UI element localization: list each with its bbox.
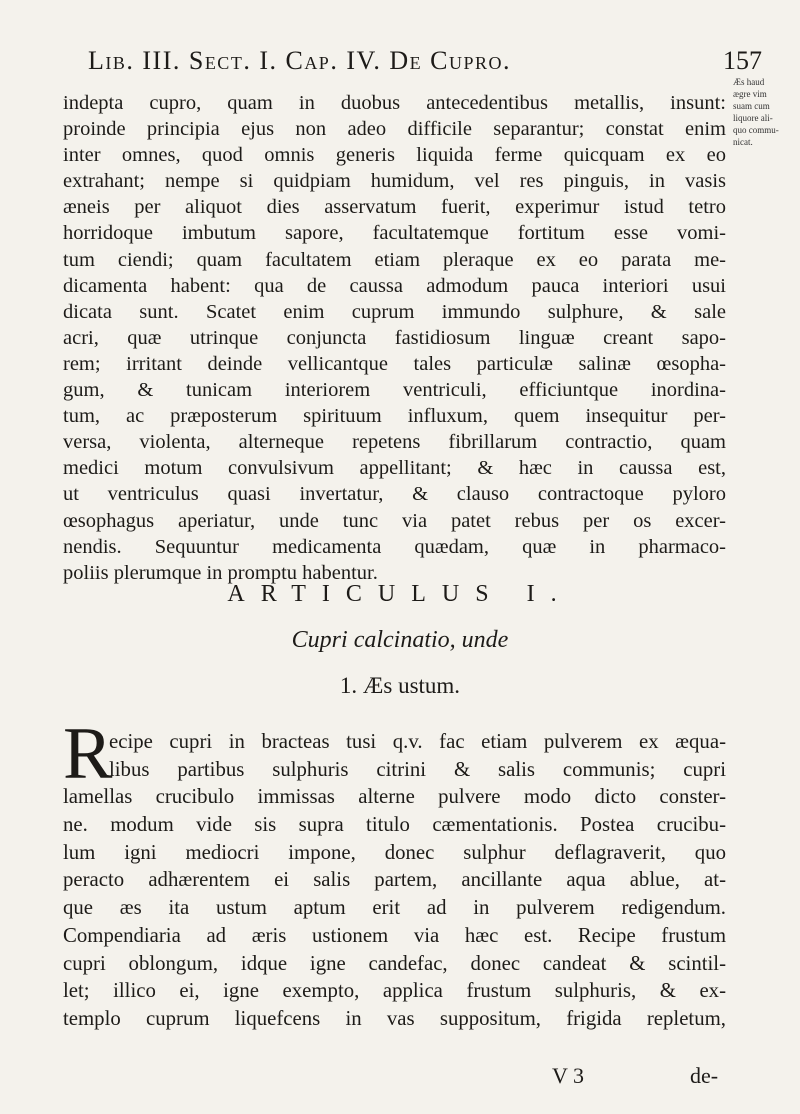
text-line: lamellas crucibulo immissas alterne pulvere modo dicto conster- xyxy=(63,785,726,809)
margin-note-line: suam cum xyxy=(733,101,770,111)
text-line: poliis plerumque in promptu habentur. xyxy=(63,561,378,584)
item-title: 1. Æs ustum. xyxy=(339,673,461,698)
text-line: ne. modum vide sis supra titulo cæmentationis. Postea crucibu- xyxy=(63,813,726,837)
text-line: tum ciendi; quam facultatem etiam pleraque ex eo parata me- xyxy=(63,248,726,271)
margin-note-line: Æs haud xyxy=(733,77,765,87)
margin-note-line: ægre vim xyxy=(733,89,767,99)
paragraph-1 xyxy=(63,90,726,586)
signature-mark: V 3 xyxy=(552,1063,584,1088)
text-line: versa, violenta, alterneque repetens fibrillarum contractio, quam xyxy=(63,431,726,454)
text-line: œsophagus aperiatur, unde tunc via patet rebus per os excer- xyxy=(63,509,726,532)
text-line: nendis. Sequuntur medicamenta quædam, quæ in pharmaco- xyxy=(63,535,726,558)
margin-note-line: nicat. xyxy=(733,137,753,147)
article-heading: ARTICULUS I. xyxy=(227,581,573,607)
text-line: tum, ac præposterum spirituum influxum, quem insequitur per- xyxy=(63,405,726,428)
text-line: lum igni mediocri impone, donec sulphur deflagraverit, quo xyxy=(63,840,726,864)
text-line: horridoque imbutum sapore, facultatemque fortitum esse vomi- xyxy=(63,222,726,245)
running-head xyxy=(62,44,762,84)
text-line: proinde principia ejus non adeo difficile separantur; constat enim xyxy=(63,118,726,141)
text-line: gum, & tunicam interiorem ventriculi, efficiuntque inordina- xyxy=(63,379,726,402)
text-line: let; illico ei, igne exempto, applica frustum sulphuris, & ex- xyxy=(63,979,726,1003)
text-line: templo cuprum liquefcens in vas suppositum, frigida repletum, xyxy=(63,1006,726,1030)
text-line: ut ventriculus quasi invertatur, & clauso contractoque pyloro xyxy=(63,483,726,506)
text-line: dicamenta habent: qua de caussa admodum pauca interiori usui xyxy=(63,274,726,297)
text-line: indepta cupro, quam in duobus antecedentibus metallis, insunt: xyxy=(63,92,726,114)
margin-note xyxy=(733,76,797,148)
text-line: Compendiaria ad æris ustionem via hæc est. Recipe frustum xyxy=(63,923,726,947)
text-line: peracto adhærentem ei salis partem, ancillante aqua ablue, at- xyxy=(63,868,726,892)
article-subtitle: Cupri calcinatio, unde xyxy=(291,627,509,653)
drop-cap: R xyxy=(63,713,113,795)
text-line: dicata sunt. Scatet enim cuprum immundo sulphure, & sale xyxy=(63,300,726,323)
text-line: inter omnes, quod omnis generis liquida ferme quicquam ex eo xyxy=(63,144,726,167)
running-head-title: Lib. III. Sect. I. Cap. IV. De Cupro. xyxy=(88,46,512,75)
text-line: medici motum convulsivum appellitant; & hæc in caussa est, xyxy=(63,457,726,480)
text-line: extrahant; nempe si quidpiam humidum, vel res pinguis, in vasis xyxy=(63,170,726,193)
margin-note-line: quo commu- xyxy=(733,125,779,135)
text-line: que æs ita ustum aptum erit ad in pulverem redigendum. xyxy=(63,896,726,920)
text-line: cupri oblongum, idque igne candefac, donec candeat & scintil- xyxy=(63,951,726,975)
margin-note-line: liquore ali- xyxy=(733,113,773,123)
text-line: libus partibus sulphuris citrini & salis communis; cupri xyxy=(109,757,726,781)
text-line: rem; irritant deinde vellicantque tales particulæ salinæ œsopha- xyxy=(63,352,726,375)
catchword: de- xyxy=(690,1063,719,1088)
page-number: 157 xyxy=(723,46,762,75)
text-line: ecipe cupri in bracteas tusi q.v. fac etiam pulverem ex æqua- xyxy=(109,730,726,753)
text-line: æneis per aliquot dies asservatum fuerit, experimur istud tetro xyxy=(63,196,726,219)
paragraph-2 xyxy=(63,728,726,1033)
text-line: acri, quæ utrinque conjuncta fastidiosum linguæ creant sapo- xyxy=(63,326,726,349)
